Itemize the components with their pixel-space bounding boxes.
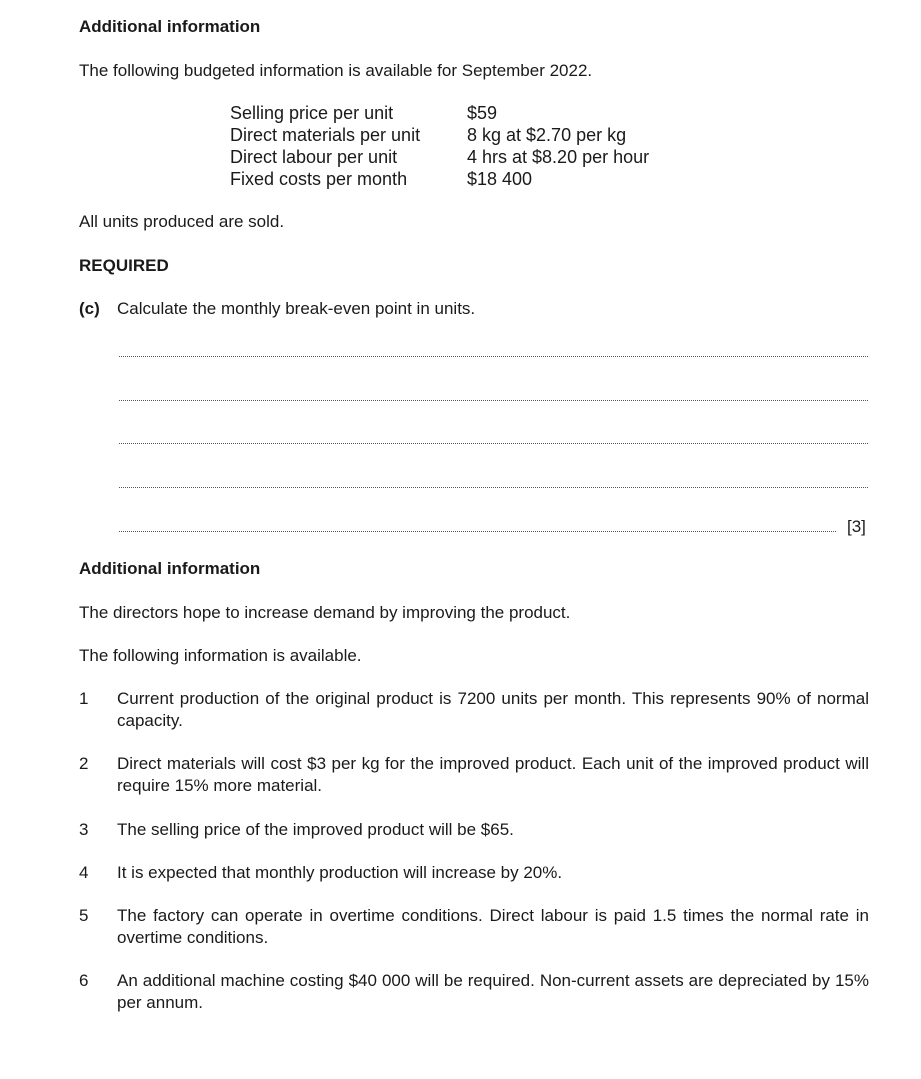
answer-line[interactable]: [119, 531, 836, 532]
section-heading: Additional information: [79, 559, 261, 578]
section-heading: Additional information: [79, 17, 261, 36]
marks-label: [3]: [847, 517, 866, 536]
answer-line[interactable]: [119, 400, 868, 401]
list-item-text: Direct materials will cost $3 per kg for the improved product. Each unit of the improved product will require 15% more material.: [117, 754, 869, 795]
directors-text: The directors hope to increase demand by improving the product.: [79, 603, 571, 622]
list-item-number: 4: [79, 863, 89, 882]
required-heading: REQUIRED: [79, 256, 169, 275]
question-part-label: (c): [79, 299, 100, 318]
list-item-text: It is expected that monthly production will increase by 20%.: [117, 863, 563, 882]
answer-line[interactable]: [119, 487, 868, 488]
answer-line[interactable]: [119, 356, 868, 357]
list-item-text: An additional machine costing $40 000 will be required. Non-current assets are depreciated by 15% per annum.: [117, 971, 869, 1012]
budget-label: Direct materials per unit: [230, 125, 421, 145]
list-item-number: 1: [79, 689, 89, 708]
budget-label: Fixed costs per month: [230, 169, 408, 189]
budget-label: Selling price per unit: [230, 103, 394, 123]
list-item-number: 2: [79, 754, 89, 773]
budget-value: $59: [467, 103, 498, 123]
budget-label: Direct labour per unit: [230, 147, 398, 167]
budget-value: 8 kg at $2.70 per kg: [467, 125, 627, 145]
list-item-text: The selling price of the improved product will be $65.: [117, 820, 514, 839]
info-intro-text: The following information is available.: [79, 646, 362, 665]
note-text: All units produced are sold.: [79, 212, 285, 231]
list-item-number: 6: [79, 971, 89, 990]
list-item-text: The factory can operate in overtime conditions. Direct labour is paid 1.5 times the normal rate in overtime conditions.: [117, 906, 869, 947]
question-text: Calculate the monthly break-even point in units.: [117, 299, 476, 318]
intro-text: The following budgeted information is available for September 2022.: [79, 61, 593, 80]
budget-value: 4 hrs at $8.20 per hour: [467, 147, 650, 167]
budget-value: $18 400: [467, 169, 533, 189]
list-item-text: Current production of the original product is 7200 units per month. This represents 90% of normal capacity.: [117, 689, 869, 730]
answer-line[interactable]: [119, 443, 868, 444]
list-item-number: 3: [79, 820, 89, 839]
list-item-number: 5: [79, 906, 89, 925]
